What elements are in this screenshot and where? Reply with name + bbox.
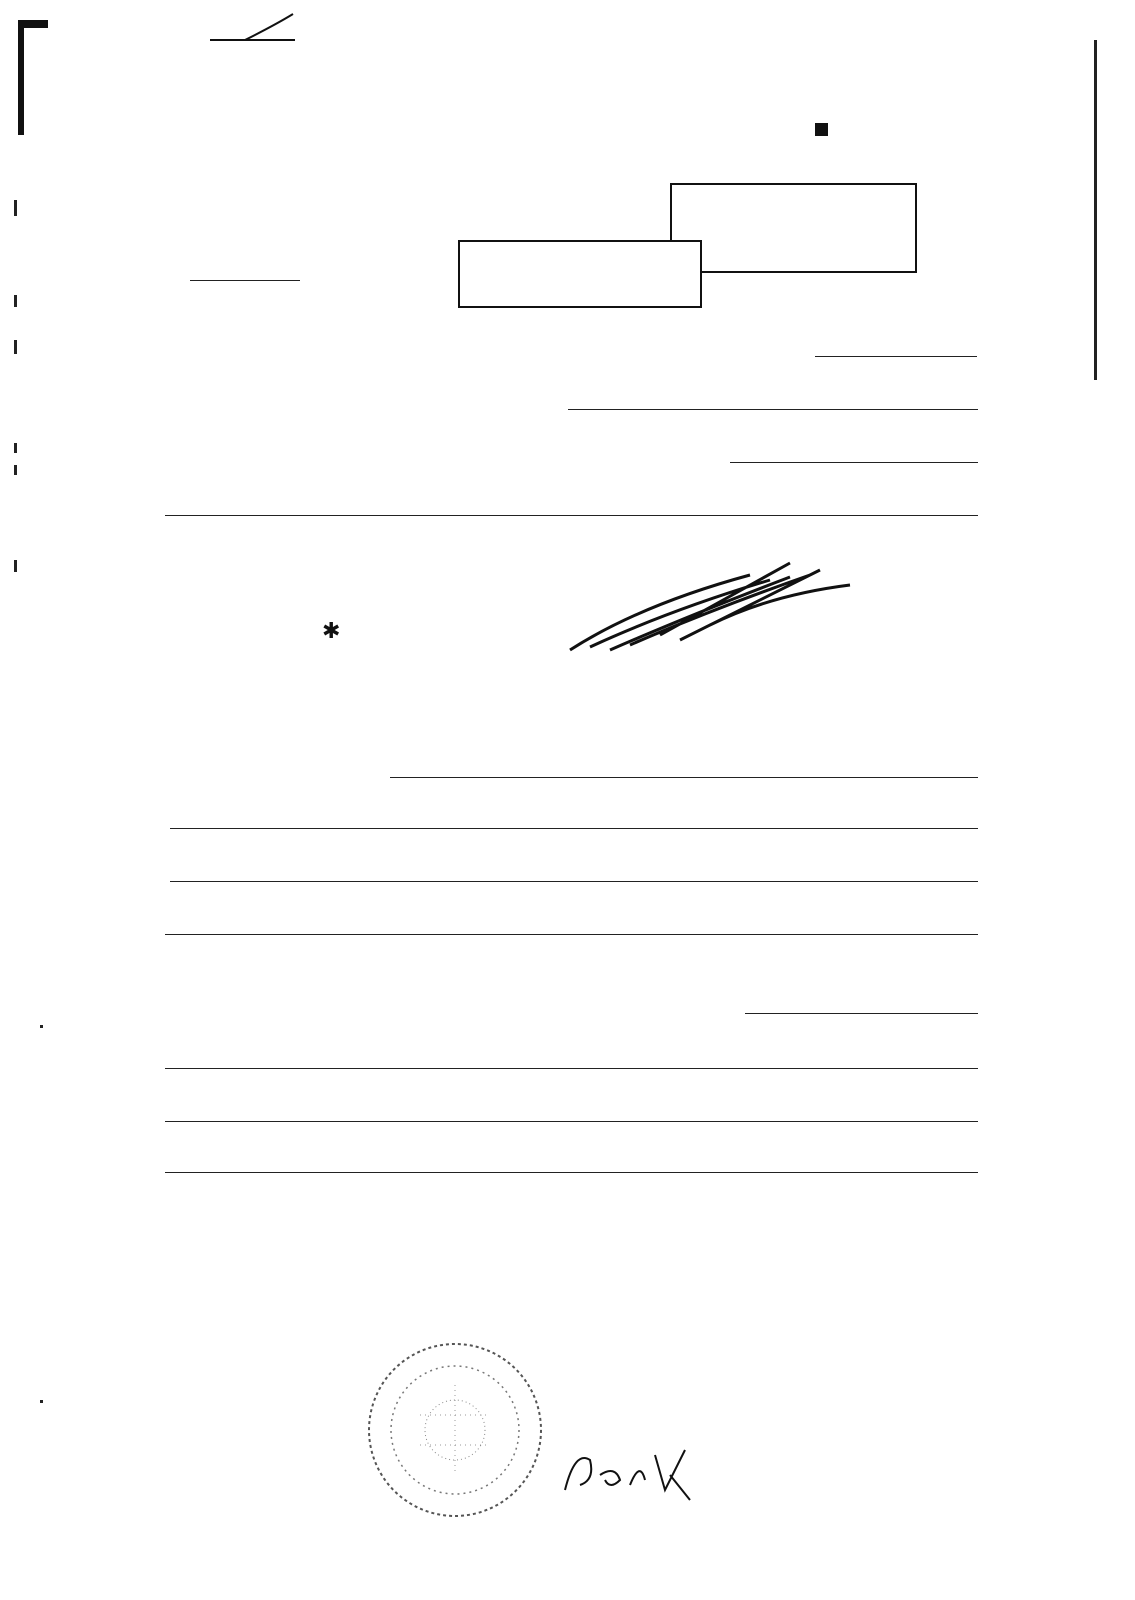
scan-speck [14, 560, 17, 572]
fatto-line-1 [165, 1068, 978, 1069]
scan-speck [40, 1025, 43, 1028]
qualificazione-line [745, 1013, 978, 1014]
acquisizione-line-2 [165, 515, 978, 516]
blank-line [165, 934, 978, 935]
scan-speck [1094, 40, 1097, 380]
ignoti-line [170, 828, 978, 829]
procuratore-signature [560, 555, 860, 655]
fatto-line-2 [165, 1121, 978, 1122]
top-pen-stroke [205, 10, 305, 46]
scan-speck [14, 200, 17, 216]
data-pervenuta-line [568, 409, 978, 410]
declassificato-stamp [458, 240, 702, 308]
acquisizione-line-1 [730, 462, 978, 463]
order-number-line [190, 280, 300, 281]
left-bracket-top [18, 20, 48, 28]
scan-speck [14, 340, 17, 354]
round-seal [360, 1335, 550, 1525]
fatto-line-3 [165, 1172, 978, 1173]
riservato-stamp [670, 183, 917, 273]
militari-line [170, 881, 978, 882]
left-bracket-mark [18, 20, 24, 135]
scan-speck [40, 1400, 43, 1403]
generalita-line [390, 777, 978, 778]
scan-speck [14, 465, 17, 475]
scafi-signature [560, 1435, 710, 1505]
scan-speck [14, 295, 17, 307]
torino-star: ✱ [322, 619, 341, 644]
stamp-square [815, 123, 828, 136]
magistrato-name-line [815, 356, 977, 357]
scan-speck [14, 443, 17, 453]
